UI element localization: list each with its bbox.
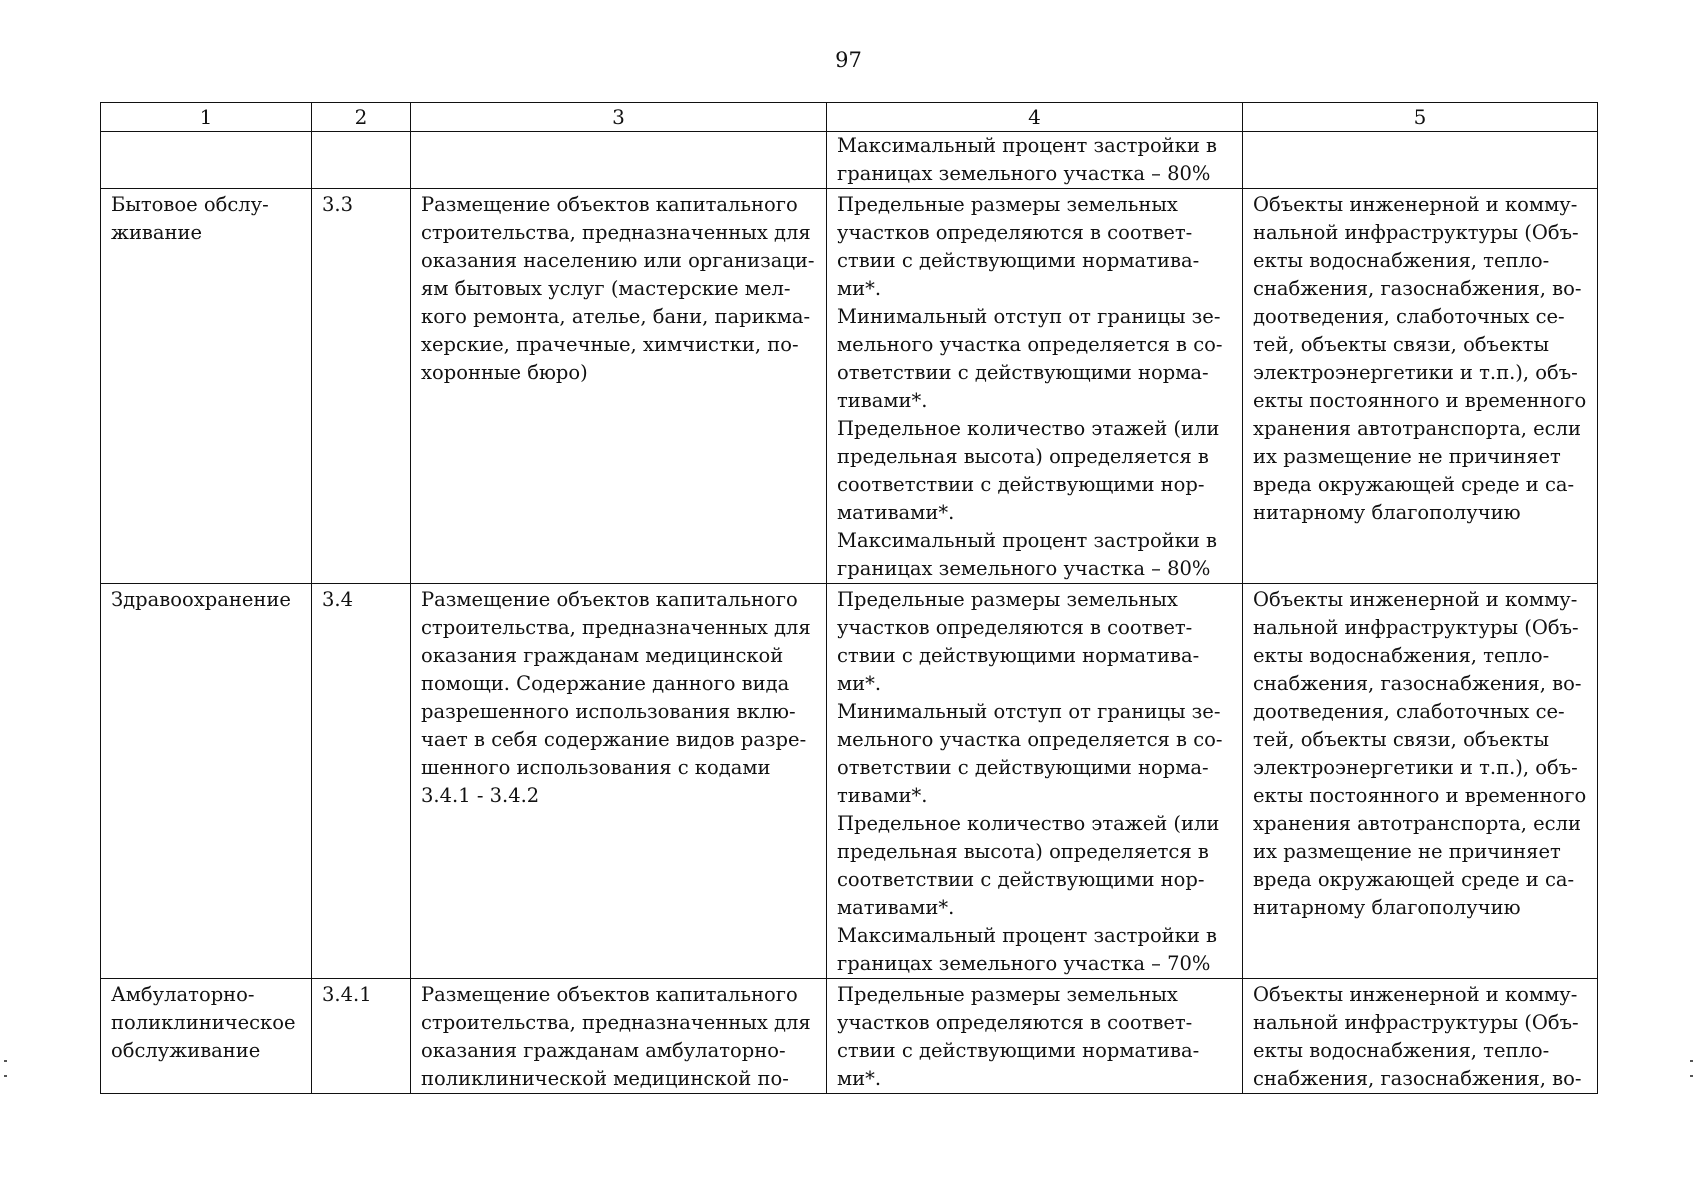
table-row (101, 132, 1598, 189)
use-type-auxiliary: Объекты инженерной и комму- нальной инфраструктуры (Объ- екты водоснабжения, тепло- снабжения, газоснабжения, во- (1243, 979, 1598, 1094)
use-type-name (101, 132, 312, 189)
use-type-description: Размещение объектов капитального строительства, предназначенных для оказания гражданам амбулаторно- поликлинической медицинской по- (411, 979, 827, 1094)
page-number: 97 (835, 48, 862, 72)
table-row (101, 189, 1598, 584)
use-type-name: Здравоохранение (101, 584, 312, 979)
use-type-code: 3.3 (312, 189, 411, 584)
regulations-table (100, 102, 1598, 1094)
use-type-parameters: Предельные размеры земельных участков определяются в соответ- ствии с действующими норматива- ми*. Минимальный отступ от границы зе- мельного участка определяется в со- ответствии с действующими норма- тивами*. Предельное количество этажей (или предельная высота) определяется в соответствии с действующими нор- мативами*. Максимальный процент застройки в границах земельного участка – 70% (827, 584, 1243, 979)
table-row (101, 584, 1598, 979)
table-header-row (101, 103, 1598, 132)
column-header-5: 5 (1243, 103, 1598, 132)
use-type-code (312, 132, 411, 189)
scan-edge-mark (1690, 1075, 1693, 1077)
scan-edge-mark (4, 1075, 7, 1077)
scan-edge-mark (4, 1060, 7, 1062)
table-row (101, 979, 1598, 1094)
column-header-4: 4 (827, 103, 1243, 132)
use-type-parameters: Максимальный процент застройки в границах земельного участка – 80% (827, 132, 1243, 189)
use-type-auxiliary: Объекты инженерной и комму- нальной инфраструктуры (Объ- екты водоснабжения, тепло- снабжения, газоснабжения, во- доотведения, слаботочных се- тей, объекты связи, объекты электроэнергетики и т.п.), объ- екты постоянного и временного хранения автотранспорта, если их размещение не причиняет вреда окружающей среде и са- нитарному благополучию (1243, 189, 1598, 584)
use-type-description (411, 132, 827, 189)
use-type-code: 3.4.1 (312, 979, 411, 1094)
use-type-auxiliary: Объекты инженерной и комму- нальной инфраструктуры (Объ- екты водоснабжения, тепло- снабжения, газоснабжения, во- доотведения, слаботочных се- тей, объекты связи, объекты электроэнергетики и т.п.), объ- екты постоянного и временного хранения автотранспорта, если их размещение не причиняет вреда окружающей среде и са- нитарному благополучию (1243, 584, 1598, 979)
use-type-description: Размещение объектов капитального строительства, предназначенных для оказания гражданам медицинской помощи. Содержание данного вида разрешенного использования вклю- чает в себя содержание видов разре- шенного использования с кодами 3.4.1 - 3.4.2 (411, 584, 827, 979)
column-header-1: 1 (101, 103, 312, 132)
column-header-2: 2 (312, 103, 411, 132)
use-type-auxiliary (1243, 132, 1598, 189)
column-header-3: 3 (411, 103, 827, 132)
use-type-parameters: Предельные размеры земельных участков определяются в соответ- ствии с действующими норматива- ми*. Минимальный отступ от границы зе- мельного участка определяется в со- ответствии с действующими норма- тивами*. Предельное количество этажей (или предельная высота) определяется в соответствии с действующими нор- мативами*. Максимальный процент застройки в границах земельного участка – 80% (827, 189, 1243, 584)
scan-edge-mark (1690, 1060, 1693, 1062)
use-type-name: Амбулаторно- поликлиническое обслуживание (101, 979, 312, 1094)
use-type-parameters: Предельные размеры земельных участков определяются в соответ- ствии с действующими норматива- ми*. (827, 979, 1243, 1094)
use-type-name: Бытовое обслу- живание (101, 189, 312, 584)
use-type-code: 3.4 (312, 584, 411, 979)
use-type-description: Размещение объектов капитального строительства, предназначенных для оказания населению или организаци- ям бытовых услуг (мастерские мел- кого ремонта, ателье, бани, парикма- херские, прачечные, химчистки, по- хоронные бюро) (411, 189, 827, 584)
